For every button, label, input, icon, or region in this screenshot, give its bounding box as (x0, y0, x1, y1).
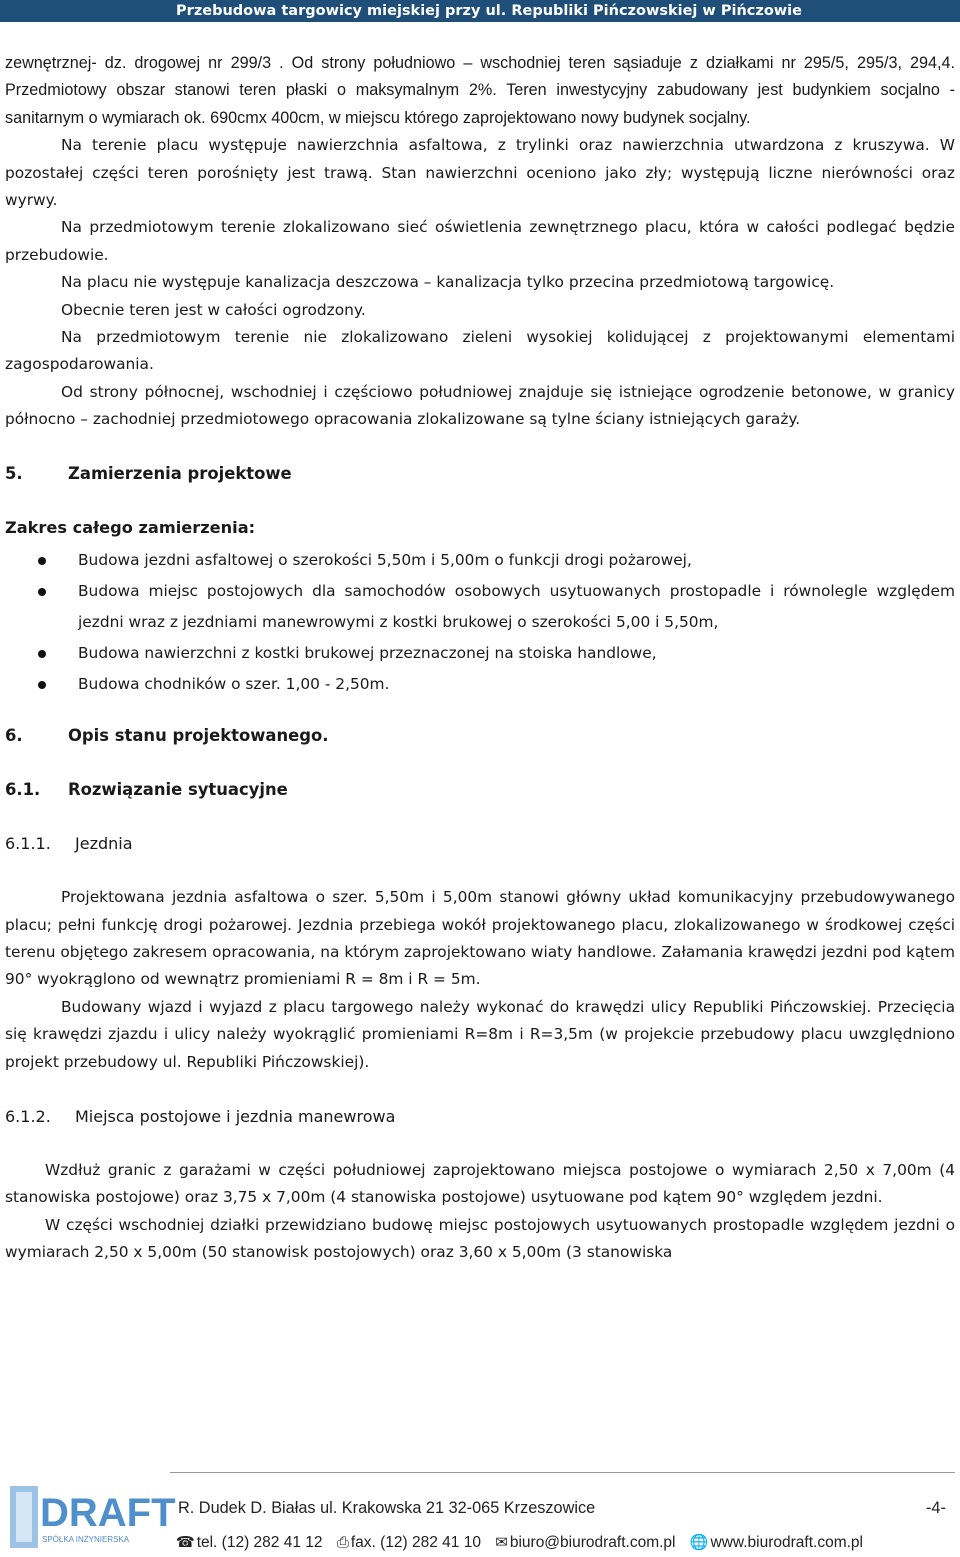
section-title: Zamierzenia projektowe (68, 463, 292, 483)
web-icon: 🌐 (689, 1533, 709, 1551)
logo-subtext: SPÓŁKA INŻYNIERSKA (42, 1535, 130, 1544)
bullet-icon (38, 681, 46, 689)
section-number: 5. (5, 463, 23, 483)
footer-contact (176, 1533, 873, 1552)
bullet-icon (38, 588, 46, 596)
scope-heading: Zakres całego zamierzenia: (5, 517, 256, 537)
paragraph-parking-east: W części wschodniej działki przewidziano budowę miejsc postojowych usytuowanych prostopadle względem jezdni o wymiarach 2,50 x 5,00m (50 stanowisk postojowych) oraz 3,60 x 5,00m (3 stanowiska (5, 1215, 955, 1262)
paragraph-drainage: Na placu nie występuje kanalizacja deszczowa – kanalizacja tylko przecina przedmiotową targowicę. (61, 273, 835, 292)
footer-phone: tel. (12) 282 41 12 (196, 1534, 323, 1551)
list-item: Budowa miejsc postojowych dla samochodów osobowych usytuowanych prostopadle i równolegle względem jezdni wraz z jezdniami manewrowymi z kostki brukowej o szerokości 5,00 i 5,50m, (5, 576, 955, 638)
page-number: -4- (926, 1499, 946, 1517)
section-5-heading (5, 460, 955, 487)
company-logo (8, 1480, 176, 1550)
page-header: Przebudowa targowicy miejskiej przy ul. Republiki Pińczowskiej w Pińczowie (0, 0, 960, 22)
phone-icon: ☎ (176, 1533, 195, 1551)
document-body (5, 50, 955, 1267)
footer-authors: R. Dudek D. Białas ul. Krakowska 21 32-065 Krzeszowice (178, 1499, 596, 1517)
paragraph-roadway: Projektowana jezdnia asfaltowa o szer. 5,50m i 5,00m stanowi główny układ komunikacyjny przebudowywanego placu; pełni funkcję drogi pożarowej. Jezdnia przebiega wokół projektowanego placu, zlokalizowanego w środkowej części terenu objętego zakresem opracowania, na którym zaprojektowano wiaty handlowe. Załamania krawędzi jezdni pod kątem 90° wyokrąglono od wewnątrz promieniami R = 8m i R = 5m. (5, 888, 955, 989)
paragraph-entrance: Budowany wjazd i wyjazd z placu targowego należy wykonać do krawędzi ulicy Republiki Pińczowskiej. Przecięcia się krawędzi zjazdu i ulicy należy wyokrąglić promieniami R=8m i R=3,5m (w projekcie przebudowy placu uwzględniono projekt przebudowy ul. Republiki Pińczowskiej). (5, 997, 955, 1071)
section-6-1-heading: 6.1. Rozwiązanie sytuacyjne (5, 780, 288, 800)
paragraph-boundaries: Od strony północnej, wschodniej i częściowo południowej znajduje się istniejące ogrodzenie betonowe, w granicy północno – zachodniej przedmiotowego opracowania zlokalizowane są tylne ściany istniejących garaży. (5, 382, 955, 429)
footer-website[interactable]: www.biurodraft.com.pl (710, 1534, 863, 1551)
footer-email[interactable]: biuro@biurodraft.com.pl (509, 1534, 676, 1551)
section-6-1-1-heading: 6.1.1. Jezdnia (5, 834, 133, 854)
paragraph-surface: Na terenie placu występuje nawierzchnia asfaltowa, z trylinki oraz nawierzchnia utwardzona z kruszywa. W pozostałej części teren porośnięty jest trawą. Stan nawierzchni oceniono jako zły; występują liczne nierówności oraz wyrwy. (5, 136, 955, 210)
list-item: Budowa jezdni asfaltowej o szerokości 5,50m i 5,00m o funkcji drogi pożarowej, (5, 545, 955, 576)
scope-list (5, 545, 955, 700)
section-6-1-2-heading: 6.1.2. Miejsca postojowe i jezdnia manewrowa (5, 1106, 396, 1126)
paragraph-greenery: Na przedmiotowym terenie nie zlokalizowano zieleni wysokiej kolidującej z projektowanymi elementami zagospodarowania. (5, 328, 955, 374)
fax-icon: ⎙ (336, 1533, 349, 1551)
section-6-heading: 6. Opis stanu projektowanego. (5, 726, 329, 746)
footer-fax: fax. (12) 282 41 10 (350, 1534, 481, 1551)
logo-text: DRAFT (40, 1491, 176, 1535)
list-item: Budowa chodników o szer. 1,00 - 2,50m. (5, 669, 955, 700)
list-item: Budowa nawierzchni z kostki brukowej przeznaczonej na stoiska handlowe, (5, 638, 955, 669)
paragraph-fence: Obecnie teren jest w całości ogrodzony. (61, 300, 366, 319)
bullet-icon (38, 557, 46, 565)
bullet-icon (38, 650, 46, 658)
footer-divider (170, 1472, 955, 1473)
email-icon: ✉ (495, 1533, 508, 1551)
paragraph-site-description: zewnętrznej- dz. drogowej nr 299/3 . Od strony południowo – wschodniej teren sąsiaduje z działkami nr 295/5, 295/3, 294,4. Przedmiotowy obszar stanowi teren płaski o maksymalnym 2%. Teren inwestycyjny zabudowany jest budynkiem socjalno - sanitarnym o wymiarach ok. 690cmx 400cm, w miejscu którego zaprojektowano nowy budynek socjalny. (5, 54, 955, 127)
paragraph-parking-south: Wzdłuż granic z garażami w części południowej zaprojektowano miejsca postojowe o wymiarach 2,50 x 7,00m (4 stanowiska postojowe) oraz 3,75 x 7,00m (4 stanowiska postojowe) usytuowane pod kątem 90° względem jezdni. (5, 1160, 955, 1207)
paragraph-lighting: Na przedmiotowym terenie zlokalizowano sieć oświetlenia zewnętrznego placu, która w całości podlegać będzie przebudowie. (5, 218, 955, 264)
